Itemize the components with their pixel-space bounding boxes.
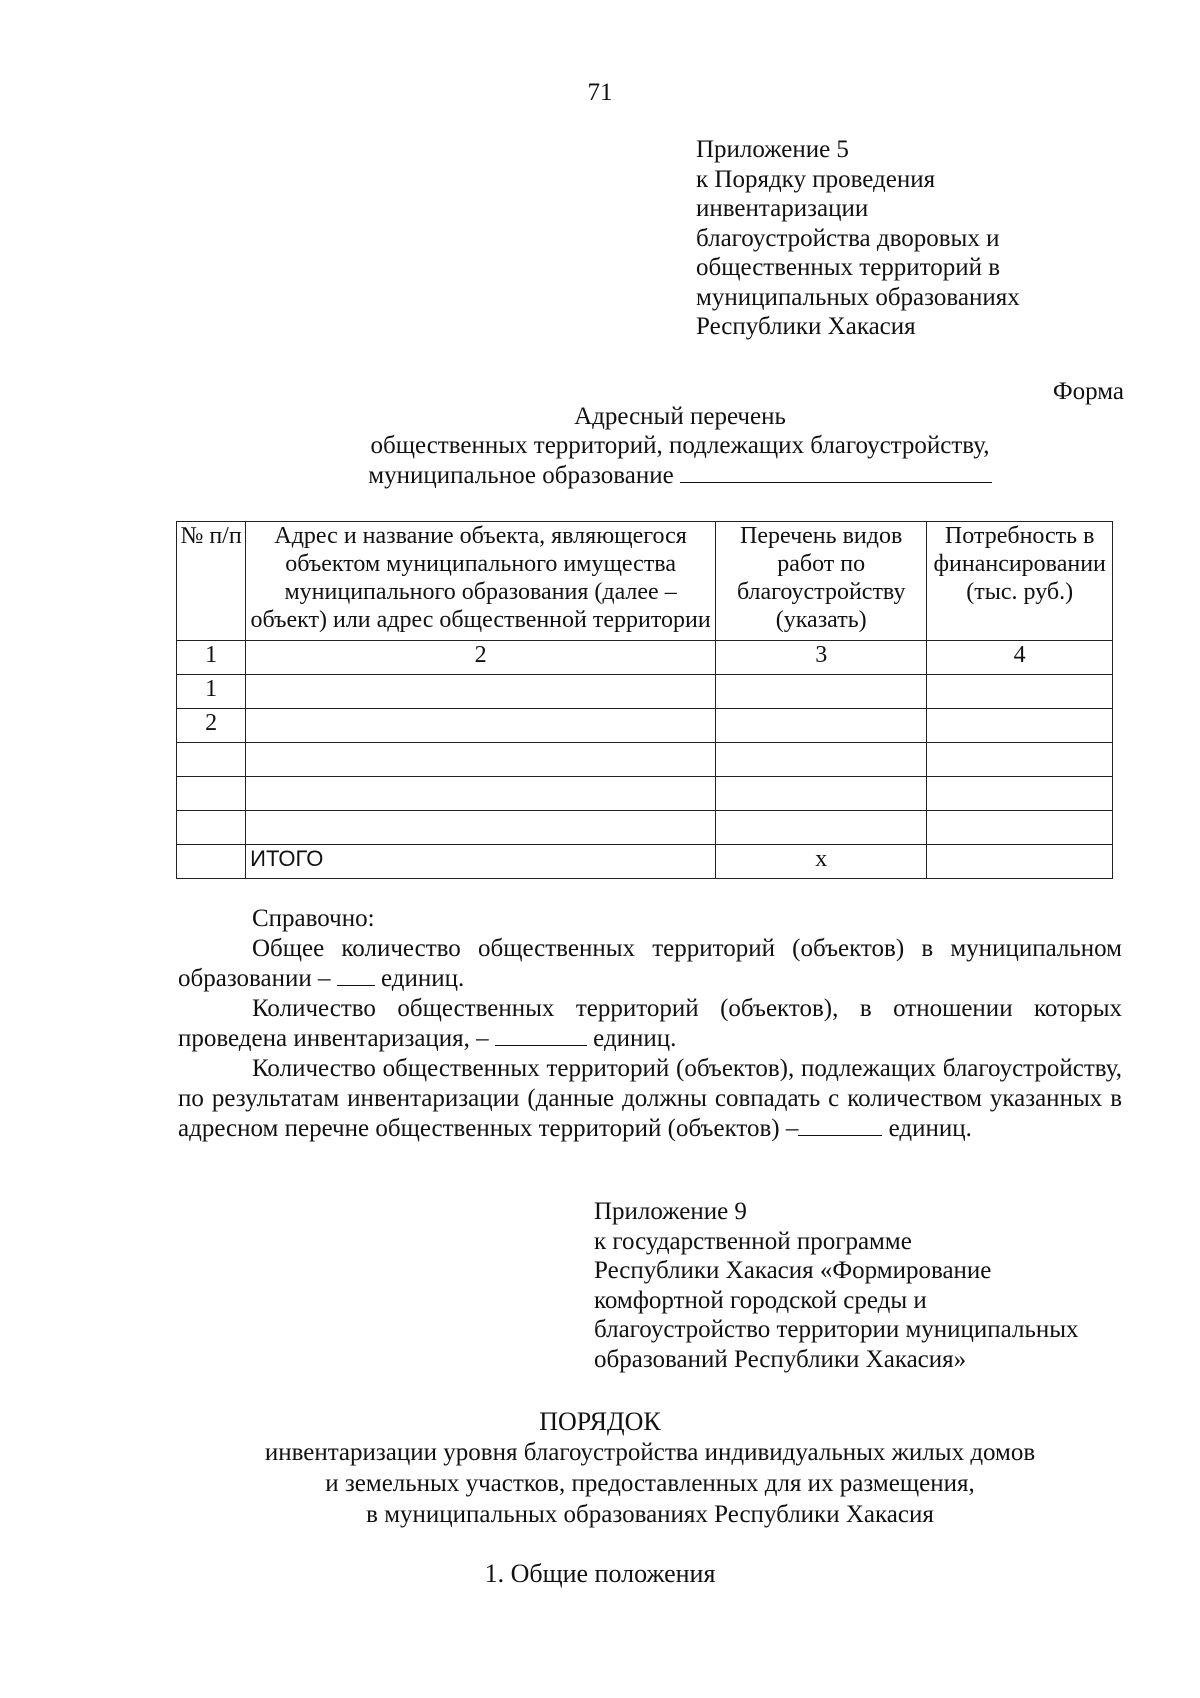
table-cell	[246, 675, 716, 709]
header-address: Адрес и название объекта, являющегося объектом муниципального имущества муниципального образования (далее – объект) или адрес общественной территории	[246, 522, 716, 641]
reference-text: единиц.	[381, 965, 465, 992]
appendix-5-line: общественных территорий в	[696, 254, 1001, 281]
table-cell	[177, 777, 246, 811]
total-row	[177, 845, 1113, 879]
order-subtitle-line: и земельных участков, предоставленных для их размещения,	[325, 1470, 975, 1497]
order-subtitle	[200, 1438, 1100, 1531]
reference-paragraph-1	[178, 934, 1122, 994]
total-label: ИТОГО	[246, 845, 716, 879]
table-cell	[246, 743, 716, 777]
blank-line	[495, 1025, 587, 1046]
blank-line	[798, 1115, 882, 1136]
list-title	[330, 402, 1030, 489]
column-number: 2	[246, 641, 716, 675]
table-cell	[927, 777, 1113, 811]
municipality-blank-line	[680, 460, 992, 483]
table-cell: 2	[177, 709, 246, 743]
table-cell	[716, 675, 927, 709]
reference-text: Количество общественных территорий (объектов), в отношении которых проведена инвентаризация, –	[178, 995, 1122, 1052]
table-cell	[177, 811, 246, 845]
appendix-5-line: к Порядку проведения	[696, 165, 936, 193]
table-cell	[177, 845, 246, 879]
table-row	[177, 777, 1113, 811]
appendix-9-header	[594, 1197, 1079, 1374]
column-number: 4	[927, 641, 1113, 675]
table-cell	[716, 811, 927, 845]
order-title: ПОРЯДОК	[539, 1407, 661, 1436]
total-works-cell: х	[716, 845, 927, 879]
table-cell	[246, 709, 716, 743]
appendix-9-line: образований Республики Хакасия»	[594, 1345, 967, 1373]
reference-paragraph-2	[178, 994, 1122, 1054]
appendix-9-line: к государственной программе	[594, 1227, 912, 1255]
appendix-5-line: благоустройства дворовых и	[696, 224, 1000, 252]
reference-text: Общее количество общественных территорий (объектов) в муниципальном образовании –	[178, 935, 1122, 992]
table-cell	[177, 743, 246, 777]
table-cell	[716, 743, 927, 777]
table-cell	[716, 777, 927, 811]
list-title-line3	[330, 460, 1030, 489]
table-cell: 1	[177, 675, 246, 709]
reference-text: единиц.	[888, 1115, 972, 1142]
table-cell	[927, 709, 1113, 743]
table-header-row	[177, 522, 1113, 641]
table-cell	[246, 811, 716, 845]
list-title-line1: Адресный перечень	[574, 403, 786, 430]
list-title-line2: общественных территорий, подлежащих благоустройству,	[370, 432, 990, 459]
column-number: 1	[177, 641, 246, 675]
section-heading: 1. Общие положения	[484, 1559, 716, 1588]
table-cell	[927, 675, 1113, 709]
total-financing-cell	[927, 845, 1113, 879]
appendix-9-line: Республики Хакасия «Формирование	[594, 1257, 992, 1284]
table-cell	[716, 709, 927, 743]
reference-paragraph-3	[178, 1054, 1122, 1144]
appendix-9-line: Приложение 9	[594, 1198, 747, 1225]
reference-text: Количество общественных территорий (объектов), подлежащих благоустройству, по результатам инвентаризации (данные должны совпадать с количеством указанных в адресном перечне общественных территорий (объектов) –	[178, 1055, 1122, 1142]
appendix-5-header	[696, 135, 1020, 342]
table-row	[177, 709, 1113, 743]
header-works: Перечень видов работ по благоустройству (указать)	[716, 522, 927, 641]
appendix-9-line: благоустройство территории муниципальных	[594, 1316, 1079, 1343]
form-label: Форма	[1052, 378, 1124, 405]
order-subtitle-line: инвентаризации уровня благоустройства индивидуальных жилых домов	[264, 1439, 1036, 1466]
table-cell	[927, 811, 1113, 845]
municipality-label: муниципальное образование	[368, 462, 674, 489]
page-number: 71	[587, 79, 613, 106]
table-row	[177, 743, 1113, 777]
header-number: № п/п	[177, 522, 246, 641]
column-number-row	[177, 641, 1113, 675]
appendix-9-line: комфортной городской среды и	[594, 1286, 927, 1314]
reference-section	[178, 904, 1122, 1144]
appendix-5-line: Приложение 5	[696, 136, 849, 163]
address-list-table	[176, 521, 1113, 879]
table-row	[177, 675, 1113, 709]
table-row	[177, 811, 1113, 845]
appendix-5-line: Республики Хакасия	[696, 313, 916, 340]
column-number: 3	[716, 641, 927, 675]
appendix-5-line: муниципальных образованиях	[696, 283, 1020, 311]
header-financing: Потребность в финансировании (тыс. руб.)	[927, 522, 1113, 641]
appendix-5-line: инвентаризации	[696, 195, 869, 222]
table-cell	[246, 777, 716, 811]
blank-line	[337, 965, 375, 986]
reference-text: единиц.	[593, 1025, 677, 1052]
reference-heading: Справочно:	[252, 905, 375, 932]
table-cell	[927, 743, 1113, 777]
order-subtitle-line: в муниципальных образованиях Республики Хакасия	[366, 1501, 934, 1528]
